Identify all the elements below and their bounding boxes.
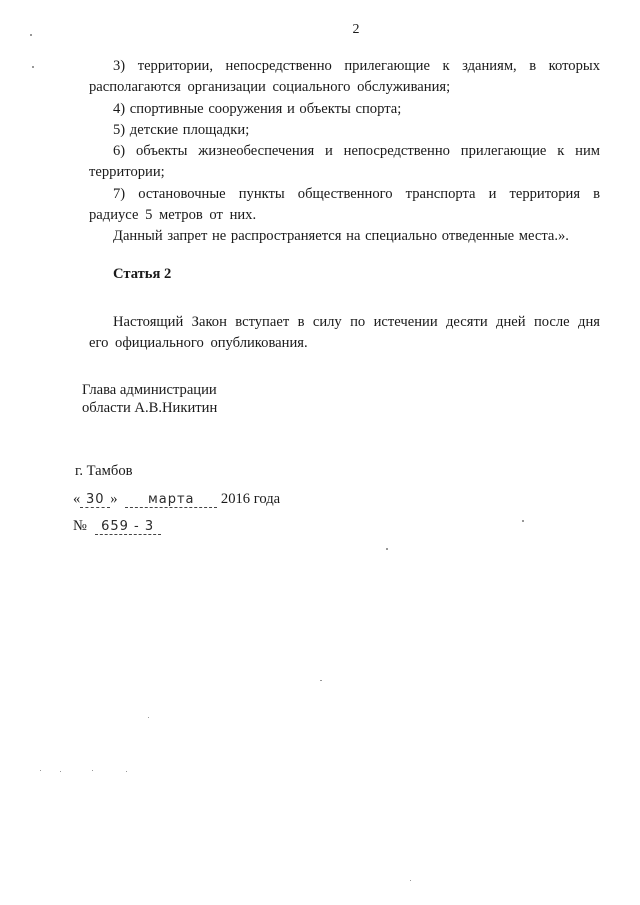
scan-speck [126,771,127,772]
list-item: Данный запрет не распространяется на специально отведенные места.». [113,228,569,245]
scan-speck [522,520,524,522]
article-text: Настоящий Закон вступает в силу по истечении десяти дней после дня его официального опубликования. [89,314,600,352]
list-item: 3) территории, непосредственно прилегающие к зданиям, в которых располагаются организации социального обслуживания; [89,58,600,96]
date-close-quote: » [110,491,118,507]
scan-speck [386,548,388,550]
list-item: 4) спортивные сооружения и объекты спорта; [113,100,402,117]
scan-speck [60,771,61,772]
law-number [73,518,161,535]
signature-name: области А.В.Никитин [82,400,218,416]
signing-date [73,491,280,508]
signature-title: Глава администрации [82,382,217,398]
scan-speck [92,770,93,771]
date-month: марта [125,492,217,508]
scan-speck [40,770,41,771]
article-body [89,312,600,355]
law-text-list [89,56,600,248]
scan-speck [320,680,322,681]
number-symbol: № [73,518,87,534]
scan-speck [148,717,149,718]
list-item: 5) детские площадки; [113,121,250,138]
date-day: 30 [80,492,110,508]
list-item: 6) объекты жизнеобеспечения и непосредственно прилегающие к ним территории; [89,143,600,181]
scan-speck [32,66,34,68]
article-title: Статья 2 [113,266,172,282]
page-number: 2 [352,22,360,37]
signature-block [82,381,217,417]
list-item: 7) остановочные пункты общественного транспорта и территория в радиусе 5 метров от них. [89,185,600,224]
date-year: 2016 года [220,491,281,507]
scan-speck [30,34,32,36]
number-value: 659 - 3 [95,519,161,535]
place-of-signing: г. Тамбов [75,463,133,479]
scan-speck [410,880,411,881]
date-open-quote: « [73,491,81,507]
